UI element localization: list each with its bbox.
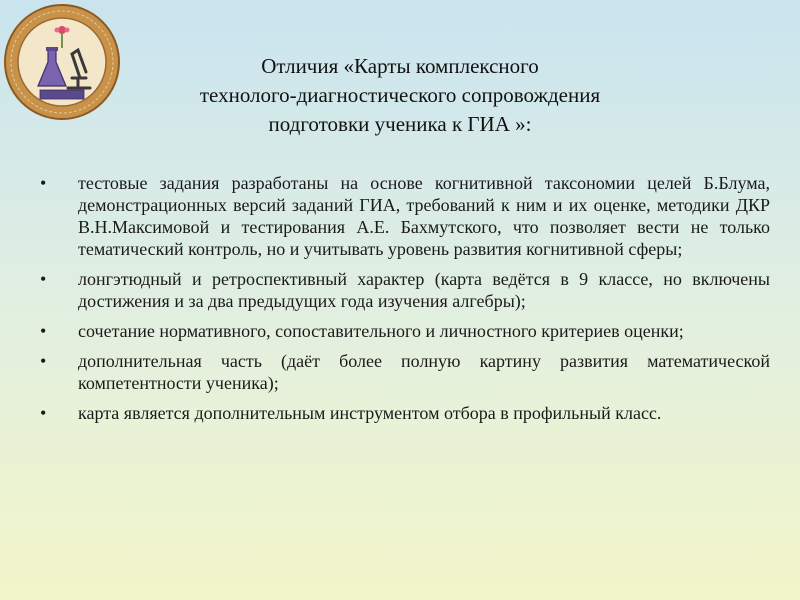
school-emblem-icon xyxy=(2,2,122,122)
bullet-marker: • xyxy=(40,269,47,289)
title-line: технолого-диагностического сопровождения xyxy=(199,83,601,107)
page-title xyxy=(120,52,680,139)
list-item xyxy=(40,350,770,394)
list-item-text: тестовые задания разработаны на основе когнитивной таксономии целей Б.Блума, демонстрационных версий заданий ГИА, требований к ним и их оценке, методики ДКР В.Н.Максимовой и тестирования А.Е. Бахмутского, что позволяет вести не только тематический контроль, но и учитывать уровень развития когнитивной сферы; xyxy=(78,173,770,259)
bullet-marker: • xyxy=(40,321,47,341)
bullet-list xyxy=(40,172,770,432)
bullet-marker: • xyxy=(40,351,47,371)
list-item xyxy=(40,320,770,342)
school-emblem-icon xyxy=(2,2,122,122)
list-item-text: лонгэтюдный и ретроспективный характер (карта ведётся в 9 классе, но включены достижения и за два предыдущих года изучения алгебры); xyxy=(78,269,770,311)
title-line: Отличия «Карты комплексного xyxy=(261,54,539,78)
list-item xyxy=(40,402,770,424)
title-line: подготовки ученика к ГИА »: xyxy=(268,112,532,136)
list-item-text: сочетание нормативного, сопоставительного и личностного критериев оценки; xyxy=(78,321,684,341)
bullet-marker: • xyxy=(40,403,47,423)
list-item xyxy=(40,268,770,312)
bullet-marker: • xyxy=(40,173,47,193)
list-item-text: карта является дополнительным инструментом отбора в профильный класс. xyxy=(78,403,662,423)
list-item xyxy=(40,172,770,260)
list-item-text: дополнительная часть (даёт более полную картину развития математической компетентности ученика); xyxy=(78,351,770,393)
